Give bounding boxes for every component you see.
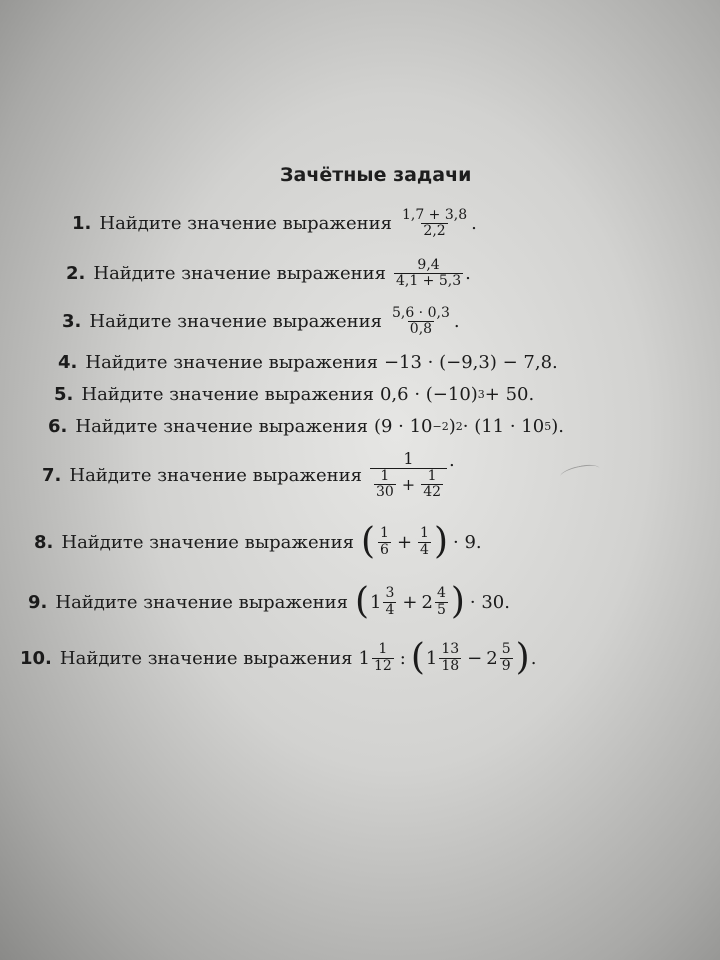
page-title: Зачётные задачи	[280, 164, 472, 186]
task-text: Найдите значение выражения	[55, 591, 348, 613]
fraction-5-9	[500, 642, 513, 674]
task-1	[72, 208, 477, 240]
expression-part: + 50.	[484, 384, 535, 405]
left-paren: (	[410, 637, 425, 678]
plus-sign: +	[402, 591, 418, 613]
task-number: 9.	[28, 591, 48, 613]
numerator: 5	[501, 641, 511, 658]
task-number: 2.	[66, 263, 86, 285]
expression-part: 0,6 · (−10)	[379, 384, 478, 405]
denominator: 2,2	[423, 223, 446, 240]
expression-tail: · 30.	[469, 591, 510, 613]
denominator: 12	[373, 657, 392, 674]
task-number: 1.	[72, 213, 92, 235]
division-colon: :	[399, 647, 406, 669]
task-text: Найдите значение выражения	[75, 416, 368, 437]
denominator: 9	[501, 657, 511, 674]
fraction	[390, 306, 452, 338]
whole-part: 1	[425, 647, 438, 669]
task-text: Найдите значение выражения	[61, 531, 354, 553]
denominator: 4,1 + 5,3	[395, 273, 462, 290]
denominator: 30	[375, 483, 394, 500]
task-text: Найдите значение выражения	[99, 213, 392, 235]
denominator: 0,8	[409, 321, 433, 338]
task-text: Найдите значение выражения	[59, 647, 353, 669]
numerator: 3	[385, 585, 395, 602]
task-end: .	[453, 311, 460, 333]
fraction	[400, 208, 469, 240]
whole-part: 2	[421, 591, 433, 613]
numerator: 1	[420, 525, 429, 542]
numerator: 1	[380, 525, 389, 542]
expression-part: )	[448, 416, 456, 437]
task-number: 4.	[58, 352, 78, 373]
numerator: 1	[378, 641, 388, 658]
left-paren: (	[354, 581, 370, 622]
task-10	[20, 637, 537, 678]
complex-fraction	[370, 450, 447, 500]
numerator: 1	[427, 467, 437, 484]
fraction-3-4	[383, 586, 396, 618]
task-2	[66, 258, 471, 290]
mixed-number	[370, 586, 398, 618]
left-paren: (	[360, 521, 376, 562]
expression-part: ).	[551, 416, 564, 437]
fraction-13-18	[439, 642, 461, 674]
mixed-number	[358, 642, 395, 674]
task-text: Найдите значение выражения	[81, 384, 374, 405]
task-end: .	[465, 263, 471, 285]
mixed-number	[486, 642, 514, 674]
expression-tail: · 9.	[453, 531, 482, 553]
task-number: 7.	[42, 464, 62, 486]
task-text: Найдите значение выражения	[85, 352, 378, 373]
task-end: .	[471, 213, 477, 235]
numerator: 1	[403, 449, 414, 468]
denominator	[370, 468, 447, 501]
mixed-number	[426, 642, 463, 674]
whole-part: 2	[486, 647, 498, 669]
whole-part: 1	[358, 647, 370, 669]
right-paren: )	[515, 637, 530, 678]
fraction-1-4	[418, 526, 431, 558]
task-text: Найдите значение выражения	[93, 263, 386, 285]
exponent: 5	[544, 420, 552, 433]
whole-part: 1	[370, 591, 382, 613]
fraction	[394, 258, 463, 290]
denominator: 4	[385, 601, 395, 618]
task-end: .	[530, 647, 537, 669]
expression-part: · (11 · 10	[462, 416, 545, 437]
task-end: .	[449, 450, 455, 471]
exponent: 3	[477, 388, 485, 401]
task-3	[62, 306, 460, 338]
numerator: 9,4	[417, 257, 440, 273]
task-7	[42, 450, 455, 500]
task-number: 6.	[48, 416, 68, 437]
expression-part: (9 · 10	[373, 416, 433, 437]
task-number: 3.	[62, 311, 82, 333]
task-8	[34, 521, 482, 562]
plus-sign: +	[396, 531, 413, 553]
denominator: 18	[441, 657, 460, 674]
right-paren: )	[433, 521, 448, 562]
fraction-1-6	[378, 526, 391, 558]
numerator: 4	[436, 585, 446, 602]
task-text: Найдите значение выражения	[89, 311, 382, 333]
denominator: 4	[420, 541, 429, 558]
expression: −13 · (−9,3) − 7,8.	[383, 352, 558, 373]
exponent: 2	[455, 420, 463, 433]
task-5	[54, 384, 534, 405]
mixed-number	[421, 586, 449, 618]
task-number: 8.	[34, 531, 54, 553]
task-text: Найдите значение выражения	[69, 464, 362, 486]
task-number: 5.	[54, 384, 74, 405]
denominator: 6	[380, 541, 389, 558]
exponent: −2	[432, 420, 449, 433]
task-4	[58, 352, 558, 373]
task-number: 10.	[20, 647, 52, 669]
fraction-1-42	[421, 469, 443, 501]
numerator: 5,6 · 0,3	[391, 305, 450, 321]
task-9	[28, 581, 510, 622]
minus-sign: −	[467, 647, 483, 669]
plus-sign: +	[401, 474, 416, 494]
fraction-4-5	[435, 586, 448, 618]
fraction-1-30	[374, 469, 396, 501]
task-6	[48, 416, 564, 437]
pen-mark	[559, 462, 601, 483]
numerator: 1	[380, 467, 390, 484]
denominator: 42	[423, 483, 442, 500]
numerator: 1,7 + 3,8	[401, 207, 468, 223]
denominator: 5	[436, 601, 446, 618]
right-paren: )	[450, 581, 465, 622]
fraction-1-12	[372, 642, 394, 674]
numerator: 13	[441, 641, 460, 658]
